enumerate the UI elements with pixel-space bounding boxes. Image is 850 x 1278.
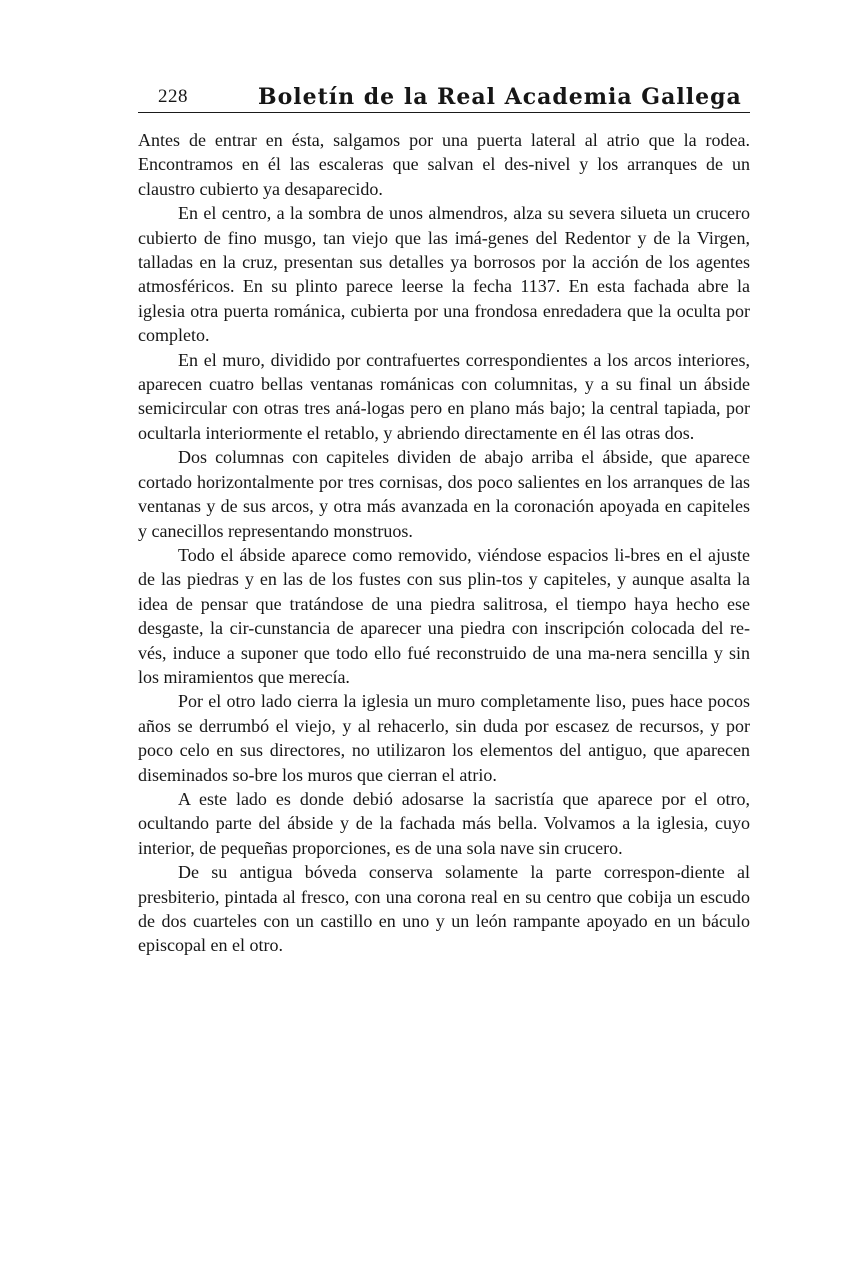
paragraph: Todo el ábside aparece como removido, viéndose espacios li-bres en el ajuste de las piedras y en las de los fustes con sus plin-tos y capiteles, y aunque asalta la idea de pensar que tratándose de una piedra salitrosa, el tiempo haya hecho ese desgaste, la cir-cunstancia de aparecer una piedra con inscripción colocada del re-vés, induce a suponer que todo ello fué reconstruido de una ma-nera sencilla y sin los miramientos que merecía. — [138, 544, 750, 687]
paragraph: Dos columnas con capiteles dividen de abajo arriba el ábside, que aparece cortado horizontalmente por tres cornisas, dos poco salientes en los arranques de las ventanas y de sus arcos, y otra más avanzada en la coronación apoyada en capiteles y canecillos representando monstruos. — [138, 447, 750, 541]
paragraph: En el muro, dividido por contrafuertes correspondientes a los arcos interiores, aparecen cuatro bellas ventanas románicas con columnitas, y a su final un ábside semicircular con otras tres aná-logas pero en plano más bajo; la central tapiada, por ocultarla interiormente el retablo, y abriendo directamente en él las otras dos. — [138, 349, 750, 443]
journal-title: Boletín de la Real Academia Gallega — [258, 84, 742, 110]
page-header — [138, 80, 750, 114]
paragraph: De su antigua bóveda conserva solamente la parte correspon-diente al presbiterio, pintada al fresco, con una corona real en su centro que cobija un escudo de dos cuarteles con un castillo en uno y un león rampante apoyado en un báculo episcopal en el otro. — [138, 862, 750, 956]
body-text — [138, 128, 750, 958]
paragraph: Antes de entrar en ésta, salgamos por una puerta lateral al atrio que la rodea. Encontramos en él las escaleras que salvan el des-nivel y los arranques de un claustro cubierto ya desaparecido. — [138, 130, 750, 199]
paragraph: A este lado es donde debió adosarse la sacristía que aparece por el otro, ocultando parte del ábside y de la fachada más bella. Volvamos a la iglesia, cuyo interior, de pequeñas proporciones, es de una sola nave sin crucero. — [138, 788, 750, 858]
paragraph: Por el otro lado cierra la iglesia un muro completamente liso, pues hace pocos años se derrumbó el viejo, y al rehacerlo, sin duda por escasez de recursos, y por poco celo en sus directores, no utilizaron los elementos del antiguo, que aparecen diseminados so-bre los muros que cierran el atrio. — [138, 691, 750, 785]
page-number: 228 — [158, 86, 188, 107]
header-rule — [138, 112, 750, 113]
paragraph: En el centro, a la sombra de unos almendros, alza su severa silueta un crucero cubierto de fino musgo, tan viejo que las imá-genes del Redentor y de la Virgen, talladas en la cruz, presentan sus detalles ya borrosos por la acción de los agentes atmosféricos. En su plinto parece leerse la fecha 1137. En esta fachada abre la iglesia otra puerta románica, cubierta por una frondosa enredadera que la oculta por completo. — [138, 203, 750, 346]
